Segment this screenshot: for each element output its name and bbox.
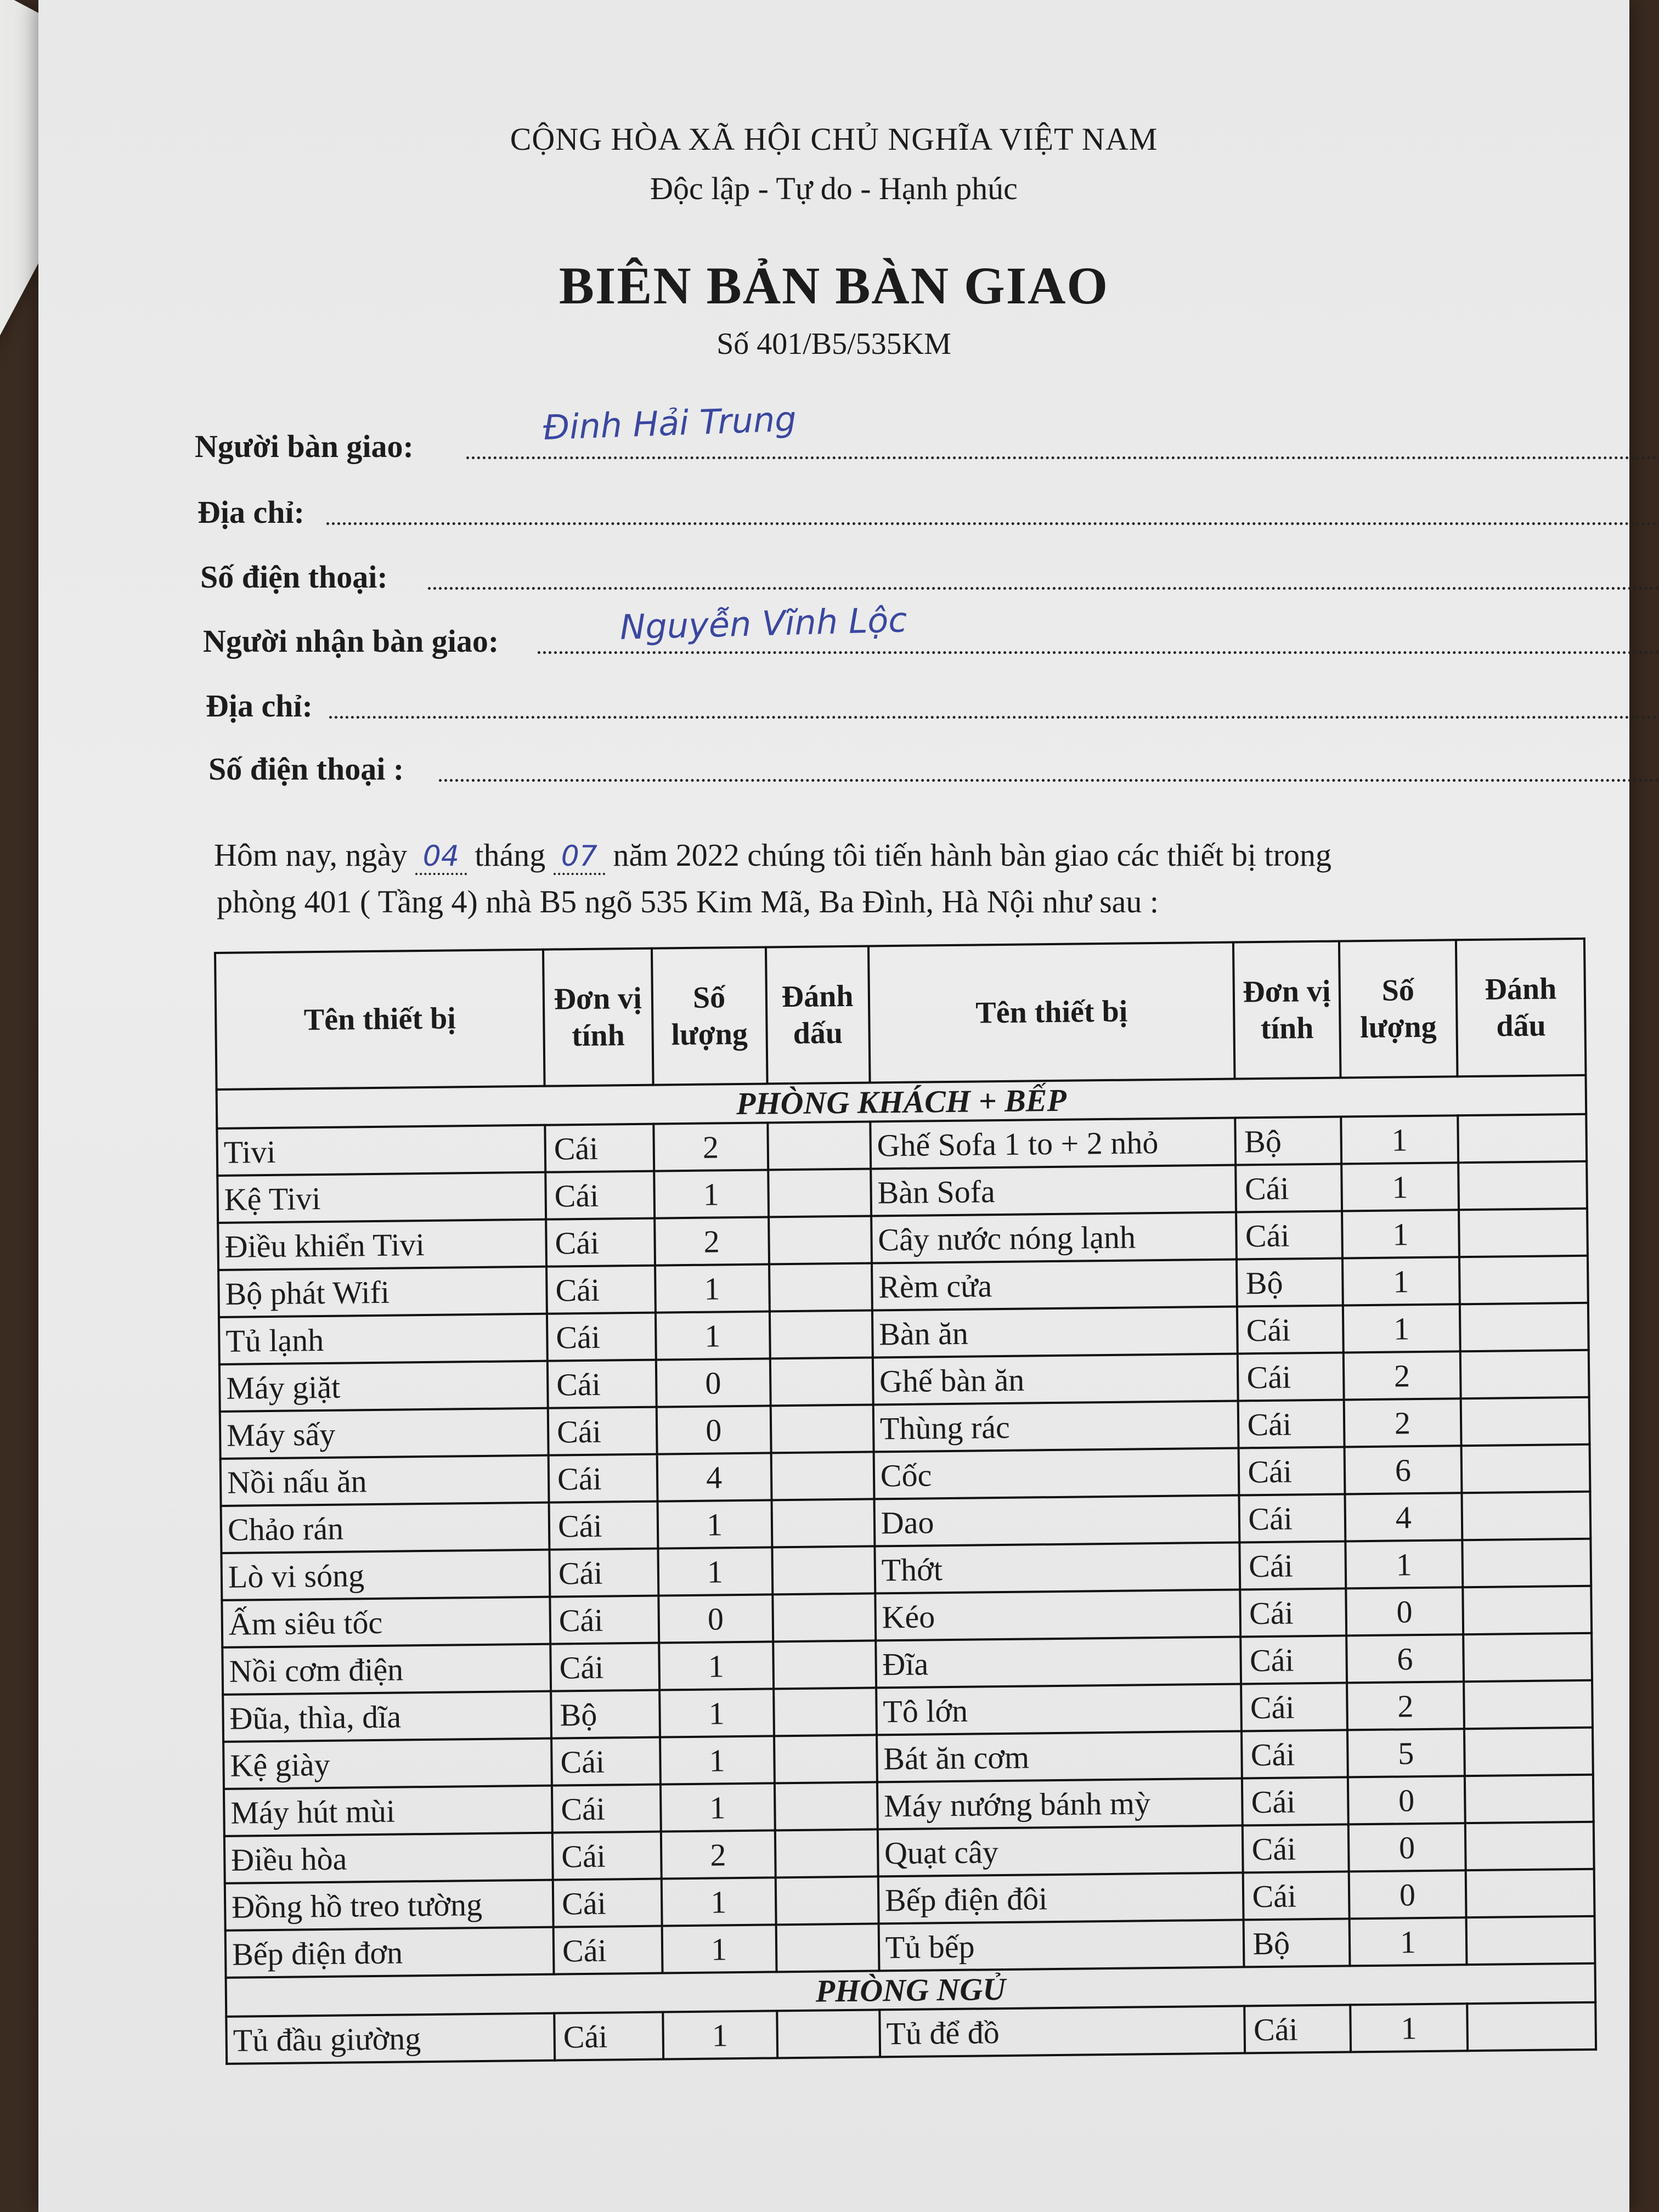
receiver-label: Người nhận bàn giao: [203,623,499,659]
item-quantity-cell: 4 [657,1453,771,1501]
item-name-cell: Quạt cây [878,1825,1243,1876]
giver-phone-field [200,558,388,595]
item-unit-cell: Cái [1242,1730,1347,1778]
header-left-mark: Đánh dấu [766,946,870,1084]
item-mark-cell [1458,1161,1587,1210]
giver-address-label: Địa chỉ: [198,494,304,530]
item-unit-cell: Bộ [551,1690,659,1739]
giver-field [195,428,414,465]
item-name-cell: Thớt [874,1542,1240,1593]
item-unit-cell: Cái [553,1879,662,1927]
item-mark-cell [770,1404,873,1453]
receiver-phone-dotted-line [439,779,1659,782]
item-quantity-cell: 1 [1345,1540,1463,1588]
item-name-cell: Tủ để đồ [879,2006,1245,2057]
item-mark-cell [772,1593,876,1641]
month-value: 07 [554,840,605,875]
item-name-cell: Kệ Tivi [217,1172,546,1223]
header-left-unit: Đơn vị tính [543,949,653,1086]
item-quantity-cell: 0 [1348,1776,1465,1824]
item-name-cell: Tủ bếp [878,1920,1244,1971]
item-name-cell: Dao [874,1495,1239,1546]
item-unit-cell: Cái [554,1926,662,1974]
item-name-cell: Ấm siêu tốc [222,1597,550,1647]
item-quantity-cell: 1 [658,1547,772,1595]
item-name-cell: Điều hòa [224,1833,553,1883]
item-unit-cell: Bộ [1244,1918,1350,1967]
item-unit-cell: Cái [1243,1871,1349,1920]
item-quantity-cell: 1 [1342,1257,1460,1305]
item-unit-cell: Cái [549,1549,658,1597]
item-mark-cell [1466,1869,1595,1917]
receiver-address-label: Địa chỉ: [206,688,313,724]
item-unit-cell: Bộ [1237,1258,1342,1306]
item-unit-cell: Cái [554,2012,663,2061]
item-unit-cell: Cái [548,1360,656,1408]
item-quantity-cell: 1 [1341,1115,1458,1164]
item-mark-cell [774,1735,877,1783]
item-unit-cell: Cái [552,1832,661,1880]
item-unit-cell: Cái [1238,1352,1344,1401]
giver-label: Người bàn giao: [195,428,414,464]
item-unit-cell: Cái [546,1218,654,1267]
item-unit-cell: Cái [547,1313,656,1361]
item-name-cell: Tivi [217,1125,545,1176]
receiver-field [203,623,499,659]
item-unit-cell: Cái [545,1124,653,1172]
item-mark-cell [1462,1539,1591,1587]
document-title: BIÊN BẢN BÀN GIAO [558,256,1109,315]
item-name-cell: Bàn ăn [872,1307,1238,1358]
item-unit-cell: Cái [549,1502,658,1550]
item-quantity-cell: 2 [1347,1681,1464,1730]
item-name-cell: Bát ăn cơm [877,1731,1242,1782]
item-name-cell: Nồi nấu ăn [221,1455,549,1506]
item-quantity-cell: 1 [1341,1163,1459,1211]
item-mark-cell [771,1499,874,1547]
item-name-cell: Ghế Sofa 1 to + 2 nhỏ [870,1118,1235,1169]
giver-address-dotted-line [326,522,1659,525]
item-unit-cell: Cái [1241,1683,1347,1731]
item-mark-cell [773,1640,876,1689]
item-mark-cell [768,1121,871,1170]
item-quantity-cell: 1 [662,1925,776,1973]
item-mark-cell [1464,1728,1593,1776]
item-mark-cell [1466,1916,1595,1965]
intro-text-month: tháng [466,837,554,873]
document-page [38,0,1629,2212]
item-quantity-cell: 6 [1344,1446,1462,1494]
intro-text-year: năm 2022 chúng tôi tiến hành bàn giao các thiết bị trong [605,837,1331,873]
item-name-cell: Đồng hồ treo tường [225,1880,554,1931]
item-unit-cell: Bộ [1235,1117,1341,1165]
item-name-cell: Đũa, thìa, dĩa [223,1691,551,1742]
item-mark-cell [771,1452,874,1500]
header-right-name: Tên thiết bị [868,943,1235,1083]
item-mark-cell [1459,1256,1588,1304]
item-unit-cell: Cái [552,1785,661,1833]
motto-heading: Độc lập - Tự do - Hạnh phúc [650,171,1018,206]
item-unit-cell: Cái [1236,1164,1342,1212]
item-unit-cell: Cái [1236,1211,1342,1259]
item-name-cell: Bàn Sofa [871,1165,1236,1216]
item-quantity-cell: 1 [659,1641,774,1690]
item-mark-cell [1465,1775,1594,1823]
item-unit-cell: Cái [551,1737,660,1786]
item-unit-cell: Cái [1241,1635,1347,1684]
item-mark-cell [770,1357,873,1406]
item-unit-cell: Cái [1239,1447,1345,1495]
item-quantity-cell: 0 [656,1358,770,1407]
item-quantity-cell: 1 [655,1264,770,1312]
table-header-row [215,939,1585,1090]
receiver-address-dotted-line [329,716,1659,719]
item-mark-cell [770,1310,873,1358]
item-name-cell: Cốc [873,1448,1239,1499]
item-mark-cell [1462,1492,1590,1540]
item-name-cell: Máy sấy [220,1408,549,1459]
item-name-cell: Thùng rác [873,1401,1238,1452]
receiver-handwritten-name: Nguyễn Vĩnh Lộc [619,600,908,647]
inventory-table [214,938,1597,2065]
item-name-cell: Bếp điện đôi [878,1872,1243,1923]
item-name-cell: Bếp điện đơn [225,1927,554,1978]
item-name-cell: Tô lớn [876,1684,1242,1735]
item-name-cell: Rèm cửa [872,1260,1237,1311]
item-mark-cell [775,1876,878,1925]
item-unit-cell: Cái [550,1643,659,1691]
item-name-cell: Bộ phát Wifi [218,1267,547,1317]
item-name-cell: Nồi cơm điện [222,1644,551,1695]
item-quantity-cell: 0 [656,1406,771,1454]
item-name-cell: Cây nước nóng lạnh [871,1212,1237,1263]
item-quantity-cell: 1 [1343,1304,1460,1352]
header-right-qty: Số lượng [1339,940,1458,1077]
item-name-cell: Chảo rán [221,1503,550,1553]
receiver-address-field [206,687,313,724]
item-mark-cell [769,1216,872,1264]
item-quantity-cell: 1 [660,1736,775,1784]
intro-text-start: Hôm nay, ngày [214,837,415,873]
item-quantity-cell: 2 [1344,1398,1461,1447]
item-quantity-cell: 1 [661,1783,775,1831]
item-name-cell: Máy giặt [219,1361,548,1412]
item-quantity-cell: 0 [1348,1823,1466,1871]
item-quantity-cell: 1 [661,1877,776,1926]
item-quantity-cell: 2 [661,1830,775,1878]
item-name-cell: Kéo [875,1589,1240,1640]
item-mark-cell [1461,1397,1590,1446]
item-quantity-cell: 1 [654,1170,769,1218]
item-quantity-cell: 1 [1342,1210,1459,1258]
receiver-dotted-line [538,651,1659,654]
item-quantity-cell: 0 [1346,1587,1463,1635]
header-left-qty: Số lượng [652,947,768,1085]
item-mark-cell [772,1546,875,1594]
item-quantity-cell: 1 [656,1311,770,1359]
item-quantity-cell: 2 [654,1217,769,1265]
item-mark-cell [1459,1209,1588,1257]
item-unit-cell: Cái [549,1454,657,1503]
giver-phone-dotted-line [428,587,1659,590]
item-quantity-cell: 0 [1348,1870,1466,1918]
day-value: 04 [415,840,467,875]
item-mark-cell [775,1782,878,1830]
item-quantity-cell: 1 [657,1500,772,1548]
receiver-phone-label: Số điện thoại : [208,751,404,787]
item-unit-cell: Cái [1238,1400,1344,1448]
item-mark-cell [1463,1633,1592,1681]
item-quantity-cell: 2 [1344,1351,1461,1400]
item-quantity-cell: 1 [659,1689,774,1737]
item-name-cell: Đĩa [876,1637,1241,1688]
giver-dotted-line [466,456,1659,459]
item-quantity-cell: 1 [663,2011,777,2059]
item-unit-cell: Cái [548,1407,657,1455]
item-quantity-cell: 6 [1346,1634,1464,1683]
item-mark-cell [1460,1303,1589,1351]
item-unit-cell: Cái [550,1596,658,1644]
item-mark-cell [775,1829,878,1877]
item-mark-cell [776,1923,879,1972]
item-quantity-cell: 5 [1347,1729,1465,1777]
item-mark-cell [769,1263,872,1311]
item-name-cell: Ghế bàn ăn [873,1353,1238,1404]
item-name-cell: Điều khiển Tivi [218,1220,546,1270]
item-quantity-cell: 1 [1349,1917,1466,1966]
header-right-mark: Đánh dấu [1456,939,1586,1076]
item-mark-cell [1465,1822,1594,1870]
section-bedroom: PHÒNG NGỦ [226,1963,1596,2017]
item-unit-cell: Cái [1240,1588,1346,1637]
item-mark-cell [1463,1586,1592,1634]
item-name-cell: Tủ đầu giường [226,2013,555,2064]
giver-address-field [198,494,304,531]
item-unit-cell: Cái [1237,1305,1343,1353]
item-name-cell: Lò vi sóng [221,1550,550,1600]
header-left-name: Tên thiết bị [215,950,545,1090]
item-unit-cell: Cái [546,1266,655,1314]
item-mark-cell [768,1169,871,1217]
item-name-cell: Kệ giày [223,1739,552,1789]
giver-handwritten-name: Đinh Hải Trung [542,398,797,448]
section-living-kitchen: PHÒNG KHÁCH + BẾP [217,1075,1587,1128]
item-quantity-cell: 0 [658,1594,773,1643]
item-name-cell: Tủ lạnh [219,1314,548,1364]
item-name-cell: Máy nướng bánh mỳ [877,1778,1243,1829]
item-quantity-cell: 1 [1350,2004,1468,2052]
intro-line-1 [214,837,1331,875]
item-unit-cell: Cái [1243,1824,1348,1872]
document-number: Số 401/B5/535KM [716,327,951,361]
header-right-unit: Đơn vị tính [1233,941,1340,1079]
item-mark-cell [1462,1444,1590,1493]
item-mark-cell [1464,1680,1593,1729]
item-mark-cell [1458,1114,1587,1163]
republic-heading: CỘNG HÒA XÃ HỘI CHỦ NGHĨA VIỆT NAM [510,121,1158,157]
item-quantity-cell: 4 [1345,1493,1462,1541]
inventory-table-body [217,1075,1596,2064]
item-unit-cell: Cái [545,1171,654,1220]
item-mark-cell [777,2010,880,2058]
item-mark-cell [1467,2002,1596,2051]
item-unit-cell: Cái [1239,1494,1345,1542]
receiver-phone-field [208,751,404,787]
item-mark-cell [774,1688,877,1736]
item-unit-cell: Cái [1242,1777,1348,1825]
giver-phone-label: Số điện thoại: [200,559,388,595]
item-mark-cell [1460,1350,1589,1398]
item-unit-cell: Cái [1245,2005,1351,2053]
item-quantity-cell: 2 [653,1122,768,1171]
item-name-cell: Máy hút mùi [224,1786,552,1836]
item-unit-cell: Cái [1240,1541,1346,1589]
intro-line-2: phòng 401 ( Tầng 4) nhà B5 ngõ 535 Kim Mã, Ba Đình, Hà Nội như sau : [217,884,1159,919]
